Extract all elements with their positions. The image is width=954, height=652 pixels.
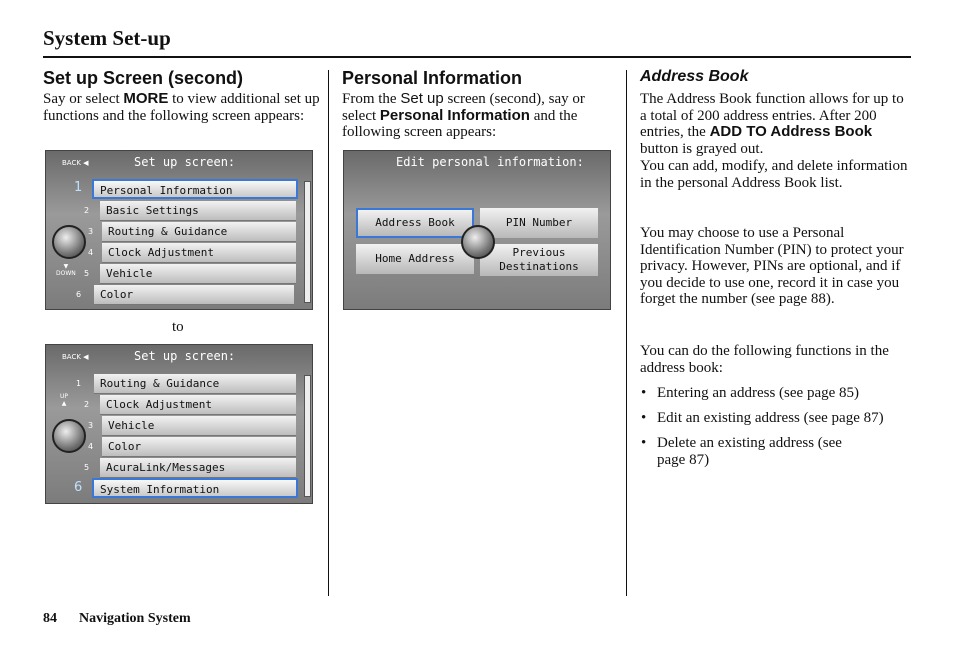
- up-arrow-icon: UP ▲: [60, 393, 69, 407]
- joystick-knob-icon: [52, 419, 86, 453]
- list-item: • Entering an address (see page 85): [640, 385, 915, 402]
- item-num: 4: [88, 248, 94, 257]
- item-num: 2: [84, 400, 90, 409]
- page-title: System Set-up: [43, 26, 171, 50]
- item-num: 2: [84, 206, 90, 215]
- address-book-text-1: The Address Book function allows for up to a total of 200 address entries. After 200 entries, the ADD TO Address Book button is grayed out.: [640, 91, 904, 157]
- menu-item-color[interactable]: Color: [94, 285, 294, 305]
- list-item: • Delete an existing address (see page 87): [640, 435, 872, 468]
- address-book-text-2: You can add, modify, and delete information in the personal Address Book list.: [640, 158, 908, 191]
- down-arrow-icon: ▼ DOWN: [56, 263, 76, 277]
- footer-label: Navigation System: [79, 611, 191, 626]
- scrollbar[interactable]: [304, 181, 311, 303]
- personal-information-text: From the Set up screen (second), say or select Personal Information and the following screen appears:: [342, 90, 585, 140]
- list-item: • Edit an existing address (see page 87): [640, 410, 915, 427]
- screen-2-title: Set up screen:: [134, 349, 236, 363]
- menu-item-clock-adjustment[interactable]: Clock Adjustment: [102, 243, 296, 263]
- setup-screen-1: [45, 150, 313, 310]
- menu-item-routing-guidance[interactable]: Routing & Guidance: [102, 222, 296, 242]
- item-num: 1: [76, 379, 82, 388]
- menu-item-system-information[interactable]: System Information: [92, 478, 298, 498]
- pin-number-button[interactable]: PIN Number: [480, 208, 598, 238]
- item-num: 3: [88, 227, 94, 236]
- setup-second-text: Say or select MORE to view additional set up functions and the following screen appears:: [43, 90, 320, 124]
- edit-screen-title: Edit personal information:: [396, 155, 584, 169]
- screen-1-title: Set up screen:: [134, 155, 236, 169]
- menu-item-personal-information[interactable]: Personal Information: [92, 179, 298, 199]
- personal-information-heading: Personal Information: [342, 68, 523, 88]
- joystick-knob-icon: [52, 225, 86, 259]
- setup-second-heading: Set up Screen (second): [43, 68, 244, 88]
- column-divider-1: [328, 70, 329, 596]
- item-num: 1: [74, 180, 83, 195]
- item-num: 5: [84, 463, 90, 472]
- back-label: BACK ◀: [62, 353, 89, 361]
- menu-item-vehicle[interactable]: Vehicle: [102, 416, 296, 436]
- add-to-address-book-keyword: ADD TO Address Book: [709, 123, 873, 140]
- functions-text: You can do the following functions in the address book:: [640, 343, 889, 376]
- setup-screen-2: [45, 344, 313, 504]
- item-num: 3: [88, 421, 94, 430]
- item-num: 6: [74, 480, 83, 495]
- more-keyword: MORE: [123, 90, 169, 107]
- menu-item-basic-settings[interactable]: Basic Settings: [100, 201, 296, 221]
- joystick-knob-icon: [461, 225, 495, 259]
- page-number: 84: [43, 611, 57, 626]
- column-divider-2: [626, 70, 627, 596]
- item-num: 6: [76, 290, 82, 299]
- edit-personal-info-screen: [343, 150, 611, 310]
- to-text: to: [172, 319, 184, 335]
- address-book-button[interactable]: Address Book: [356, 208, 474, 238]
- item-num: 5: [84, 269, 90, 278]
- menu-item-routing-guidance[interactable]: Routing & Guidance: [94, 374, 296, 394]
- pin-text: You may choose to use a Personal Identification Number (PIN) to protect your privacy. However, PINs are optional, and if you decide to use one, record it in case you forget the number (see page 88).: [640, 225, 904, 307]
- address-book-heading: Address Book: [640, 68, 749, 85]
- setup-keyword: Set up: [400, 90, 444, 107]
- menu-item-vehicle[interactable]: Vehicle: [100, 264, 296, 284]
- scrollbar[interactable]: [304, 375, 311, 497]
- home-address-button[interactable]: Home Address: [356, 244, 474, 274]
- menu-item-clock-adjustment[interactable]: Clock Adjustment: [100, 395, 296, 415]
- pi-keyword: Personal Information: [379, 106, 530, 124]
- menu-item-acuralink-messages[interactable]: AcuraLink/Messages: [100, 458, 296, 478]
- menu-item-color[interactable]: Color: [102, 437, 296, 457]
- header-rule: [43, 56, 911, 58]
- item-num: 4: [88, 442, 94, 451]
- back-label: BACK ◀: [62, 159, 89, 167]
- previous-destinations-button[interactable]: Previous Destinations: [480, 244, 598, 276]
- functions-list: [640, 385, 915, 477]
